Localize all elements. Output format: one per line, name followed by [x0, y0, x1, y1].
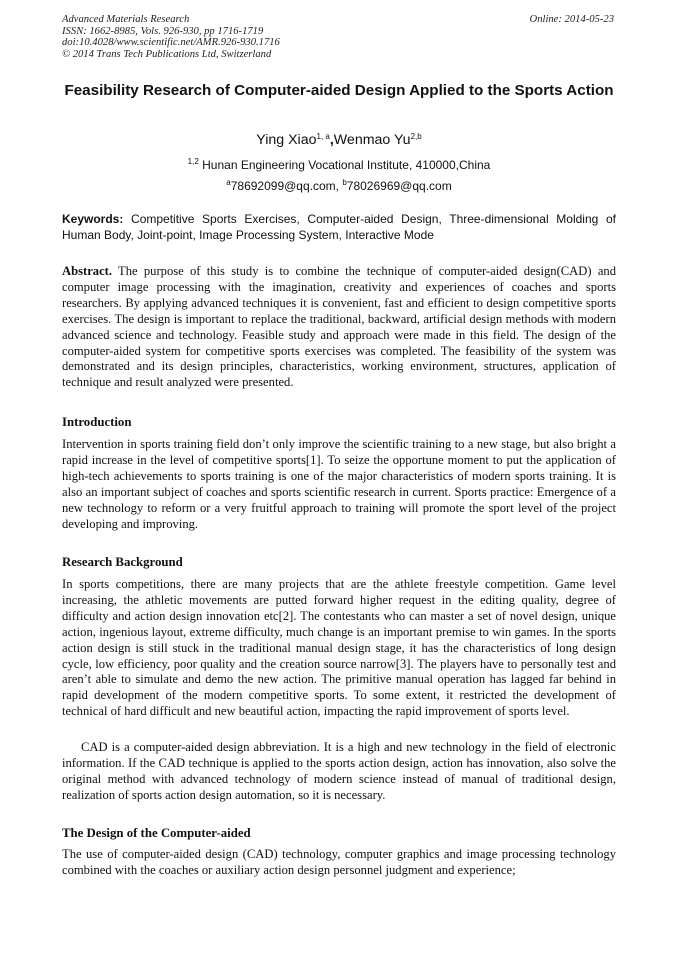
issn-line: ISSN: 1662-8985, Vols. 926-930, pp 1716-1719	[62, 25, 264, 37]
journal-header	[62, 14, 280, 60]
keywords-text: Competitive Sports Exercises, Computer-aided Design, Three-dimensional Molding of Human Body, Joint-point, Image Processing System, Interactive Mode	[62, 212, 616, 242]
abstract-text: The purpose of this study is to combine the technique of computer-aided design(CAD) and computer image processing with the imagination, creativity and experiences of coaches and sports researchers. By applying advanced techniques it is convenient, fast and efficient to design competitive sports exercises. The design is important to replace the traditional, backward, artificial design methods with modern advanced science and technology. Feasible study and approach were made in this field. The design of the computer-aided system for competitive sports exercises was completed. The feasibility of the system was demonstrated and its design principles, characteristics, working environment, structures, application of technique and result analyzed were presented.	[62, 264, 616, 390]
author-name: Ying Xiao	[256, 132, 317, 148]
introduction-paragraph: Intervention in sports training field don’t only improve the scientific training to a new stage, but also bright a rapid increase in the level of competitive sports[1]. To seize the opportune moment to put the application of high-tech achievements to sports training is one of the major characteristics of modern sports training. It is also an important subject of coaches and sports scientific research in current. Sports practice: Emergence of a new technology to reform or a very fruitful approach to training will promote the sport level of the project developing and improving.	[62, 437, 616, 531]
affiliation-superscript: 1,2	[187, 157, 199, 166]
section-heading-introduction: Introduction	[62, 415, 132, 429]
design-paragraph: The use of computer-aided design (CAD) technology, computer graphics and image processing technology combined with the coaches or auxiliary action design personnel judgment and experience;	[62, 847, 616, 877]
keywords-label: Keywords:	[62, 212, 124, 226]
abstract-label: Abstract.	[62, 264, 113, 278]
email-link[interactable]: 78026969@qq.com	[346, 179, 452, 193]
copyright-line: © 2014 Trans Tech Publications Ltd, Switzerland	[62, 48, 272, 60]
email-line	[62, 178, 616, 194]
email-superscript: a	[226, 178, 231, 187]
paper-title: Feasibility Research of Computer-aided Design Applied to the Sports Action	[64, 82, 614, 99]
author-superscript: 1, a	[316, 132, 330, 141]
abstract	[62, 264, 616, 391]
background-paragraph-1: In sports competitions, there are many projects that are the athlete freestyle competition. Game level increasing, the athletic movements are putted forward higher request in the editing quality, degree of difficulty and action design innovation etc[2]. The contestants who can master a set of novel design, unique action, ingenious layout, extreme difficulty, much change is an important premise to win games. In the sports action design is still stuck in the traditional manual design stage, it has the characteristics of long design cycle, low efficiency, poor quality and the creation source narrow[3]. The players have to personally test and aren’t able to simulate and demo the new action. The primitive manual operation has lagged far behind in rapid development of the modern competitive sports. To some extent, it restricted the development of technical of hard difficult and new beautiful action, impacting the rapid improvement of sports level.	[62, 577, 616, 719]
keywords	[62, 212, 616, 243]
online-date: Online: 2014-05-23	[529, 14, 614, 25]
section-heading-design: The Design of the Computer-aided	[62, 826, 251, 840]
author-name: Wenmao Yu	[333, 132, 411, 148]
background-paragraph-2: CAD is a computer-aided design abbreviation. It is a high and new technology in the field of electronic information. If the CAD technique is applied to the sports action design, action has innovation, also solve the original method with advanced technology of modern science instead of manual of traditional design, realization of sports action design automation, so it is necessary.	[62, 740, 616, 802]
affiliation	[62, 157, 616, 173]
section-heading-research-background: Research Background	[62, 555, 183, 569]
doi-line: doi:10.4028/www.scientific.net/AMR.926-930.1716	[62, 37, 280, 49]
author-line	[62, 131, 616, 149]
affiliation-text: Hunan Engineering Vocational Institute, 410000,China	[202, 158, 491, 172]
author-separator: ,	[329, 132, 334, 148]
journal-name: Advanced Materials Research	[62, 14, 190, 25]
author-superscript: 2,b	[410, 132, 422, 141]
email-link[interactable]: 78692099@qq.com,	[230, 179, 343, 193]
email-superscript: b	[342, 178, 347, 187]
